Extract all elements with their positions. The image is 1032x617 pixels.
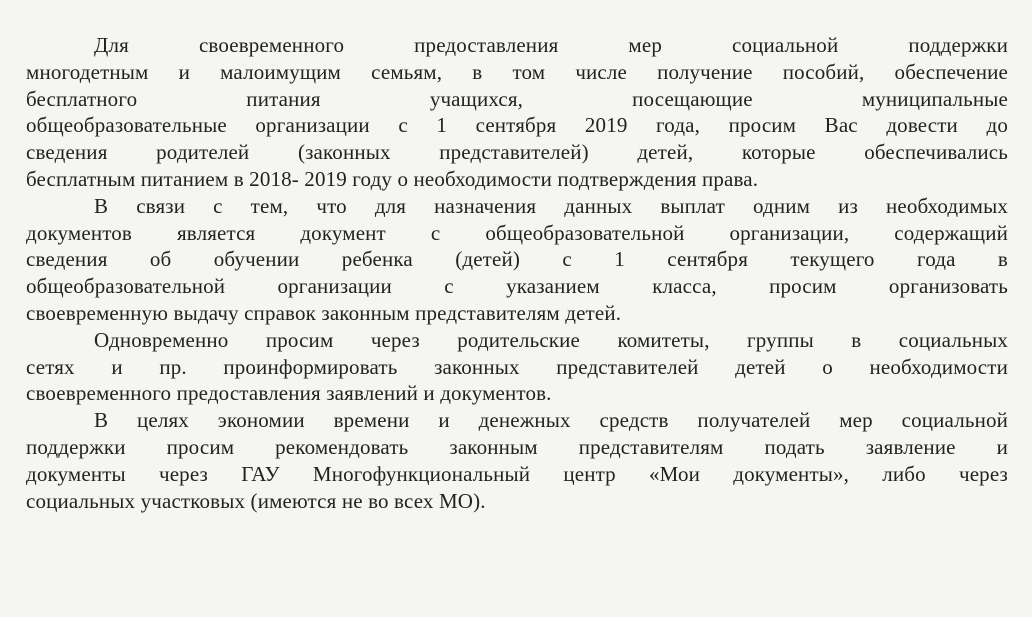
document-body xyxy=(26,32,1008,514)
text-line: В целях экономии времени и денежных средств получателей мер социальной xyxy=(94,408,1008,433)
paragraph-1 xyxy=(26,32,1008,193)
text-line: документы через ГАУ Многофункциональный центр «Мои документы», либо через xyxy=(26,461,1008,486)
text-line: своевременного предоставления заявлений и документов. xyxy=(26,381,552,406)
paragraph-4 xyxy=(26,407,1008,514)
text-line: социальных участковых (имеются не во всех МО). xyxy=(26,488,486,513)
text-line: многодетным и малоимущим семьям, в том числе получение пособий, обеспечение xyxy=(26,59,1008,84)
text-line: документов является документ с общеобразовательной организации, содержащий xyxy=(26,220,1008,245)
text-line: В связи с тем, что для назначения данных выплат одним из необходимых xyxy=(94,193,1008,218)
paragraph-3 xyxy=(26,327,1008,407)
text-line: сведения родителей (законных представителей) детей, которые обеспечивались xyxy=(26,140,1008,165)
text-line: общеобразовательной организации с указанием класса, просим организовать xyxy=(26,274,1008,299)
paragraph-2 xyxy=(26,193,1008,327)
text-line: сведения об обучении ребенка (детей) с 1 сентября текущего года в xyxy=(26,247,1008,272)
text-line: сетях и пр. проинформировать законных представителей детей о необходимости xyxy=(26,354,1008,379)
text-line: поддержки просим рекомендовать законным представителям подать заявление и xyxy=(26,434,1008,459)
text-line: Одновременно просим через родительские комитеты, группы в социальных xyxy=(94,327,1008,352)
text-line: своевременную выдачу справок законным представителям детей. xyxy=(26,300,622,325)
text-line: бесплатным питанием в 2018- 2019 году о необходимости подтверждения права. xyxy=(26,166,759,191)
text-line: Для своевременного предоставления мер социальной поддержки xyxy=(94,33,1008,57)
text-line: бесплатного питания учащихся, посещающие муниципальные xyxy=(26,86,1008,111)
text-line: общеобразовательные организации с 1 сентября 2019 года, просим Вас довести до xyxy=(26,113,1008,138)
